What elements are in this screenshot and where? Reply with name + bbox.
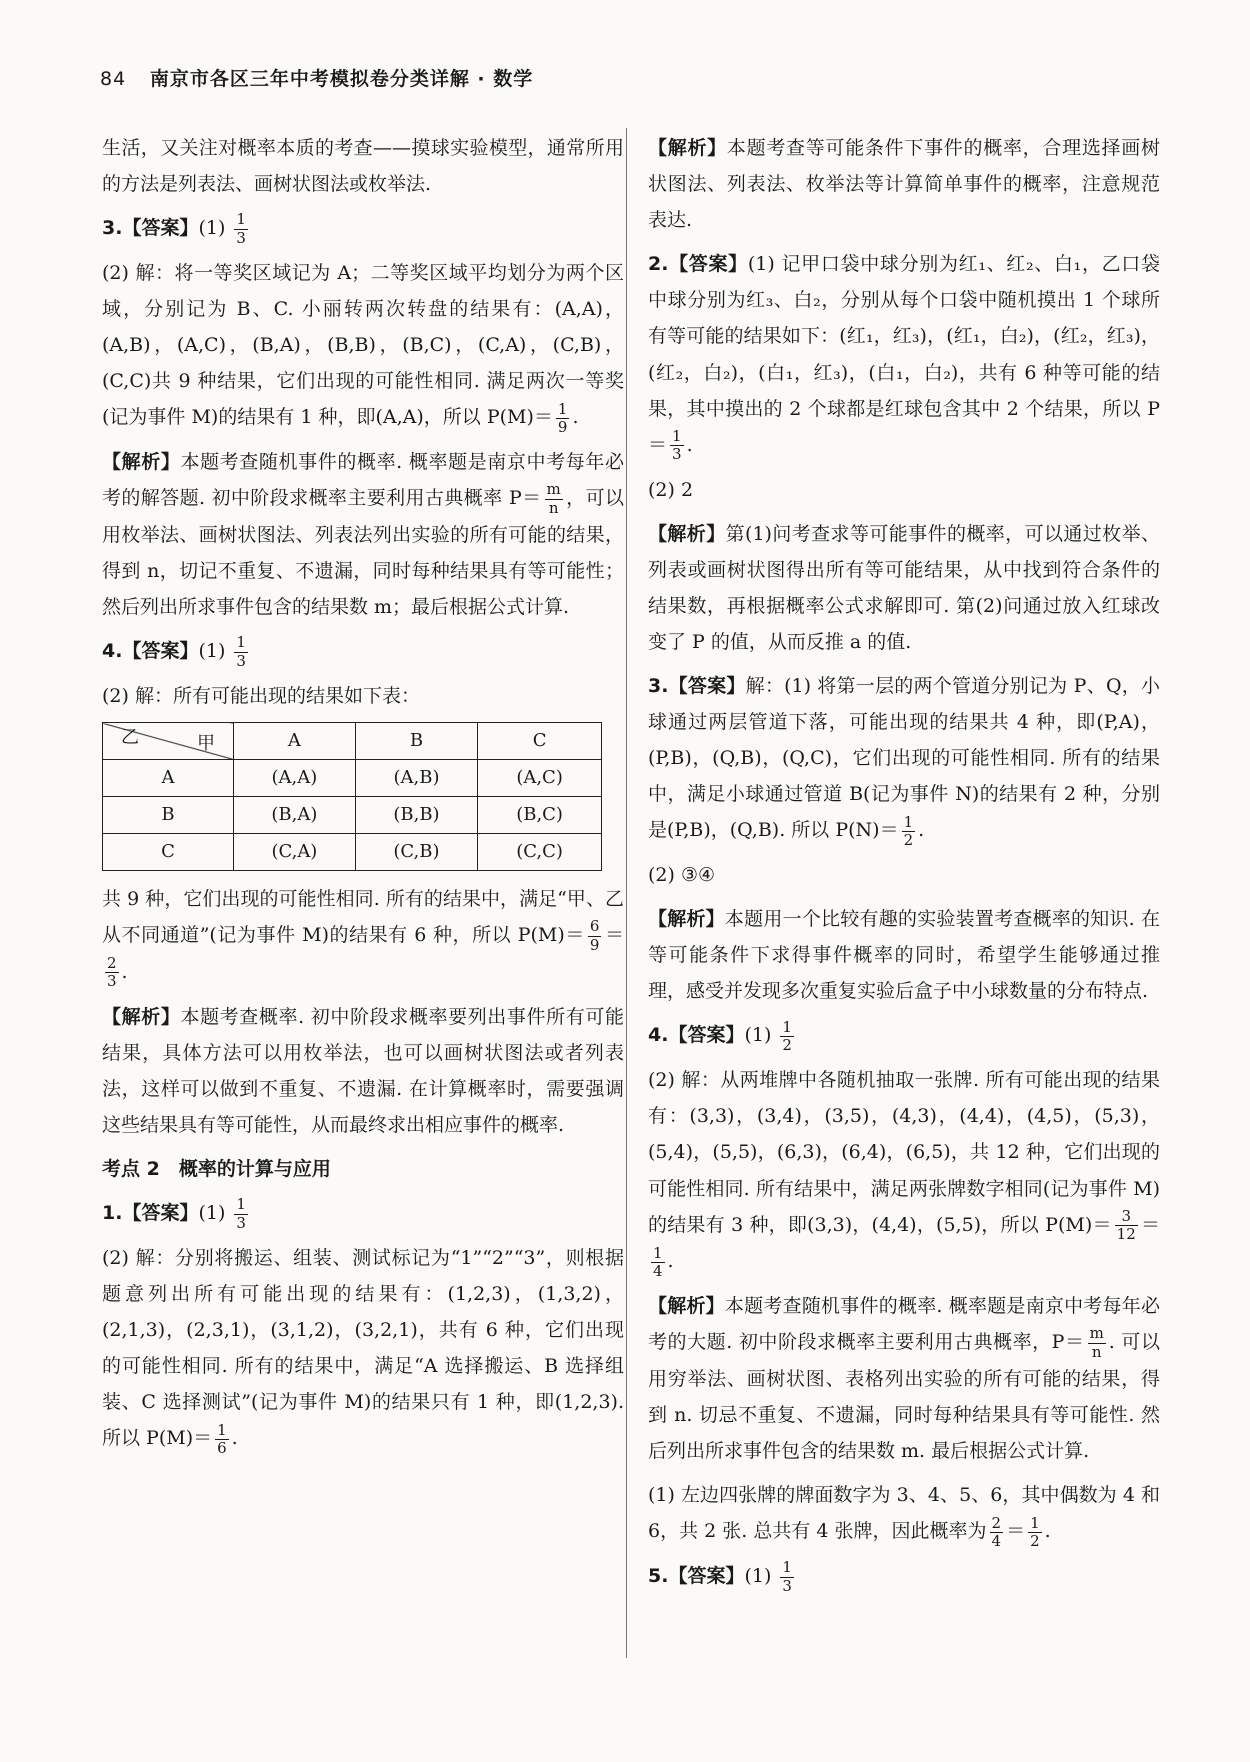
row-header: B — [103, 797, 234, 834]
fraction — [234, 634, 248, 670]
period: . — [231, 1427, 238, 1450]
denominator: 9 — [557, 417, 568, 436]
answer-4-right-part2 — [648, 1062, 1160, 1280]
numerator: 1 — [672, 427, 682, 445]
analysis-label: 【解析】 — [648, 908, 725, 931]
numerator: m — [546, 480, 561, 499]
numerator: 1 — [782, 1558, 792, 1577]
period: . — [1044, 1520, 1051, 1543]
table-cell: (A,C) — [478, 760, 602, 797]
fraction — [215, 1422, 229, 1458]
column-header: A — [234, 723, 356, 760]
answer-label: 4.【答案】 — [648, 1024, 745, 1047]
denominator: 2 — [782, 1035, 792, 1054]
answer-label: 3.【答案】 — [648, 674, 746, 697]
answer-label: 5.【答案】 — [648, 1565, 745, 1588]
denominator: n — [548, 498, 559, 517]
part-label: (1) — [198, 640, 226, 663]
part-label: (1) — [198, 217, 226, 240]
fraction — [588, 918, 602, 954]
intro-text: 生活，又关注对概率本质的考查——摸球实验模型，通常所用的方法是列表法、画树状图法或枚举法. — [102, 137, 624, 196]
fraction — [545, 481, 563, 517]
table-cell: (B,B) — [355, 797, 477, 834]
fraction — [990, 1515, 1004, 1551]
analysis-4-right — [648, 1288, 1160, 1469]
table-cell: (C,B) — [355, 834, 477, 871]
numerator: 6 — [589, 917, 600, 936]
denominator: 3 — [236, 228, 246, 247]
numerator: 1 — [217, 1420, 227, 1439]
solution-text: (2) 解：分别将搬运、组装、测试标记为“1”“2”“3”，则根据题意列出所有可能出现的结果有：(1,2,3)，(1,3,2)，(2,1,3)，(2,3,1)，(3,1,2)，(3,2,1)，共有 6 种，它们出现的可能性相同. 所有的结果中，满足“A 选择搬运、B 选择组装、C 选择测试”(记为事件 M)的结果只有 1 种，即(1,2,3). 所以 P(M)＝ — [102, 1246, 624, 1450]
period: . — [572, 406, 579, 429]
numerator: 3 — [1115, 1208, 1138, 1226]
equals-sign: ＝ — [1006, 1520, 1026, 1543]
fraction — [651, 1245, 665, 1281]
answer-5 — [648, 1558, 1160, 1595]
numerator: 1 — [557, 399, 568, 418]
solution-text: (1) 记甲口袋中球分别为红₁、红₂、白₁，乙口袋中球分别为红₃、白₂，分别从每个口袋中随机摸出 1 个球所有等可能的结果如下：(红₁，红₃)，(红₁，白₂)，(红₂，红₃)，(红₂，白₂)，(白₁，红₃)，(白₁，白₂)，共有 6 种等可能的结果，其中摸出的 2 个球都是红球包含其中 2 个结果，所以 P＝ — [648, 253, 1160, 456]
row-header: A — [103, 760, 234, 797]
column-header: B — [355, 723, 477, 760]
answer-label: 4.【答案】 — [102, 640, 199, 663]
analysis-2 — [648, 516, 1160, 660]
table-cell: (B,C) — [478, 797, 602, 834]
fraction — [234, 211, 248, 247]
table-cell: (A,A) — [234, 760, 356, 797]
page-header — [100, 64, 533, 91]
analysis-text: 本题考查随机事件的概率. 概率题是南京中考每年必考的大题. 初中阶段求概率主要利用古典概率，P＝ — [648, 1295, 1160, 1354]
denominator: 4 — [991, 1531, 1002, 1550]
column-divider — [626, 128, 627, 1658]
analysis-1 — [648, 130, 1160, 238]
analysis-text: . 可以用穷举法、画树状图、表格列出实验的所有可能的结果，得到 n. 切忌不重复、不遗漏，同时每种结果具有等可能性. 然后列出所求事件包含的结果数 m. 最后根据公式计算. — [648, 1331, 1160, 1463]
denominator: 6 — [217, 1438, 227, 1457]
outcome-table — [102, 722, 602, 871]
numerator: 1 — [1030, 1513, 1040, 1532]
analysis-4 — [102, 999, 624, 1143]
numerator: 2 — [991, 1513, 1002, 1532]
analysis-label: 【解析】 — [102, 1005, 181, 1028]
period: . — [686, 433, 693, 456]
row-header: C — [103, 834, 234, 871]
solution-text: 解：(1) 将第一层的两个管道分别记为 P、Q，小球通过两层管道下落，可能出现的结果共 4 种，即(P,A)，(P,B)，(Q,B)，(Q,C)，它们出现的可能性相同. 所有的结果中，满足小球通过管道 B(记为事件 N)的结果有 2 种，分别是(P,B)，(Q,B). 所以 P(N)＝ — [648, 674, 1160, 842]
denominator: 2 — [903, 830, 914, 849]
part-label: (1) — [744, 1565, 772, 1588]
period: . — [667, 1250, 674, 1273]
period: . — [918, 819, 925, 842]
section2-answer-1 — [102, 1195, 624, 1232]
answer-2-part2: (2) 2 — [648, 478, 694, 501]
answer-3-part2 — [102, 255, 624, 436]
numerator: 1 — [653, 1243, 663, 1262]
fraction — [780, 1019, 794, 1055]
answer-3-right — [648, 668, 1160, 849]
answer-3-right-part2: (2) ③④ — [648, 864, 716, 887]
part-label: (1) — [198, 1202, 226, 1225]
fraction — [234, 1196, 248, 1232]
left-column — [102, 130, 624, 1465]
numerator: 2 — [107, 954, 117, 973]
denominator: 12 — [1116, 1225, 1136, 1244]
analysis-text: 第(1)问考查求等可能事件的概率，可以通过枚举、列表或画树状图得出所有等可能结果，从中找到符合条件的结果数，再根据概率公式求解即可. 第(2)问通过放入红球改变了 P 的值，从而反推 a 的值. — [648, 522, 1160, 653]
denominator: n — [1091, 1342, 1102, 1361]
answer-4-part2: (2) 解：所有可能出现的结果如下表： — [102, 684, 420, 707]
denominator: 9 — [589, 935, 600, 954]
denominator: 3 — [782, 1576, 792, 1595]
fraction — [670, 428, 684, 464]
part-label: (1) — [744, 1024, 772, 1047]
analysis-label: 【解析】 — [648, 137, 727, 159]
solution-text: (2) 解：从两堆牌中各随机抽取一张牌. 所有可能出现的结果有：(3,3)，(3,4)，(3,5)，(4,3)，(4,4)，(4,5)，(5,3)，(5,4)，(5,5)，(6,3)，(6,4)，(6,5)，共 12 种，它们出现的可能性相同. 所有结果中，满足两张牌数字相同(记为事件 M)的结果有 3 种，即(3,3)，(4,4)，(5,5)，所以 P(M)＝ — [648, 1069, 1160, 1236]
denominator: 3 — [672, 445, 682, 464]
period: . — [121, 960, 128, 983]
fraction — [1115, 1208, 1138, 1244]
fraction — [105, 955, 119, 991]
numerator: 1 — [236, 633, 246, 652]
analysis-3-right — [648, 901, 1160, 1009]
solution-text: (2) 解：将一等奖区域记为 A；二等奖区域平均划分为两个区域，分别记为 B、C. 小丽转两次转盘的结果有：(A,A)，(A,B)，(A,C)，(B,A)，(B,B)，(B,C)，(C,A)，(C,B)，(C,C)共 9 种结果，它们出现的可能性相同. 满足两次一等奖(记为事件 M)的结果有 1 种，即(A,A)，所以 P(M)＝ — [102, 261, 624, 429]
section2-answer-1-part2 — [102, 1240, 624, 1457]
row-header-label: 乙 — [121, 726, 139, 748]
fraction — [780, 1559, 794, 1595]
answer-label: 3.【答案】 — [102, 217, 199, 240]
solution-text: (1) 左边四张牌的牌面数字为 3、4、5、6，其中偶数为 4 和 6，共 2 张. 总共有 4 张牌，因此概率为 — [648, 1484, 1160, 1543]
analysis-text: ，可以用枚举法、画树状图法、列表法列出实验的所有可能的结果，得到 n，切记不重复、不遗漏，同时每种结果具有等可能性；然后列出所求事件包含的结果数 m；最后根据公式计算. — [102, 487, 624, 619]
page-number: 84 — [100, 68, 127, 90]
solution-text: 共 9 种，它们出现的可能性相同. 所有的结果中，满足“甲、乙从不同通道”(记为事件 M)的结果有 6 种，所以 P(M)＝ — [102, 888, 624, 947]
book-title: 南京市各区三年中考模拟卷分类详解 · 数学 — [149, 68, 534, 90]
fraction — [1088, 1325, 1106, 1361]
table-corner-cell — [103, 723, 234, 760]
column-header-label: 甲 — [197, 733, 215, 755]
table-header-row — [103, 723, 602, 760]
equals-sign: ＝ — [604, 924, 624, 947]
equals-sign: ＝ — [1140, 1213, 1160, 1236]
answer-3 — [102, 210, 624, 247]
analysis-text: 本题考查随机事件的概率. 概率题是南京中考每年必考的解答题. 初中阶段求概率主要利用古典概率 P＝ — [102, 451, 624, 510]
denominator: 3 — [236, 651, 246, 670]
analysis-text: 本题用一个比较有趣的实验装置考查概率的知识. 在等可能条件下求得事件概率的同时，希望学生能够通过推理，感受并发现多次重复实验后盒子中小球数量的分布特点. — [648, 908, 1160, 1003]
numerator: 1 — [236, 210, 246, 229]
analysis-3 — [102, 444, 624, 625]
table-row — [103, 760, 602, 797]
denominator: 4 — [653, 1261, 663, 1280]
analysis-text: 本题考查概率. 初中阶段求概率要列出事件所有可能结果，具体方法可以用枚举法，也可以画树状图法或者列表法，这样可以做到不重复、不遗漏. 在计算概率时，需要强调这些结果具有等可能性，从而最终求出相应事件的概率. — [102, 1005, 624, 1136]
answer-4 — [102, 633, 624, 670]
table-cell: (B,A) — [234, 797, 356, 834]
right-column — [648, 130, 1160, 1603]
numerator: m — [1089, 1324, 1104, 1343]
analysis-text: 本题考查等可能条件下事件的概率，合理选择画树状图法、列表法、枚举法等计算简单事件的概率，注意规范表达. — [648, 137, 1160, 232]
answer-label: 1.【答案】 — [102, 1202, 199, 1225]
denominator: 3 — [107, 972, 117, 991]
numerator: 1 — [782, 1017, 792, 1036]
answer-2 — [648, 246, 1160, 463]
analysis-label: 【解析】 — [648, 1295, 725, 1318]
answer-4-right — [648, 1017, 1160, 1054]
table-cell: (C,A) — [234, 834, 356, 871]
analysis-label: 【解析】 — [648, 522, 726, 545]
fraction — [1028, 1515, 1042, 1551]
fraction — [902, 814, 916, 850]
analysis-label: 【解析】 — [102, 451, 181, 474]
answer-4-right-extra — [648, 1477, 1160, 1550]
section-title: 考点 2 概率的计算与应用 — [102, 1158, 331, 1180]
denominator: 2 — [1030, 1531, 1040, 1550]
answer-label: 2.【答案】 — [648, 253, 748, 276]
answer-4-result — [102, 881, 624, 991]
numerator: 1 — [903, 812, 914, 831]
table-cell: (C,C) — [478, 834, 602, 871]
table-row — [103, 834, 602, 871]
denominator: 3 — [236, 1213, 246, 1232]
column-header: C — [478, 723, 602, 760]
table-row — [103, 797, 602, 834]
numerator: 1 — [236, 1195, 246, 1214]
table-cell: (A,B) — [355, 760, 477, 797]
fraction — [556, 401, 570, 437]
